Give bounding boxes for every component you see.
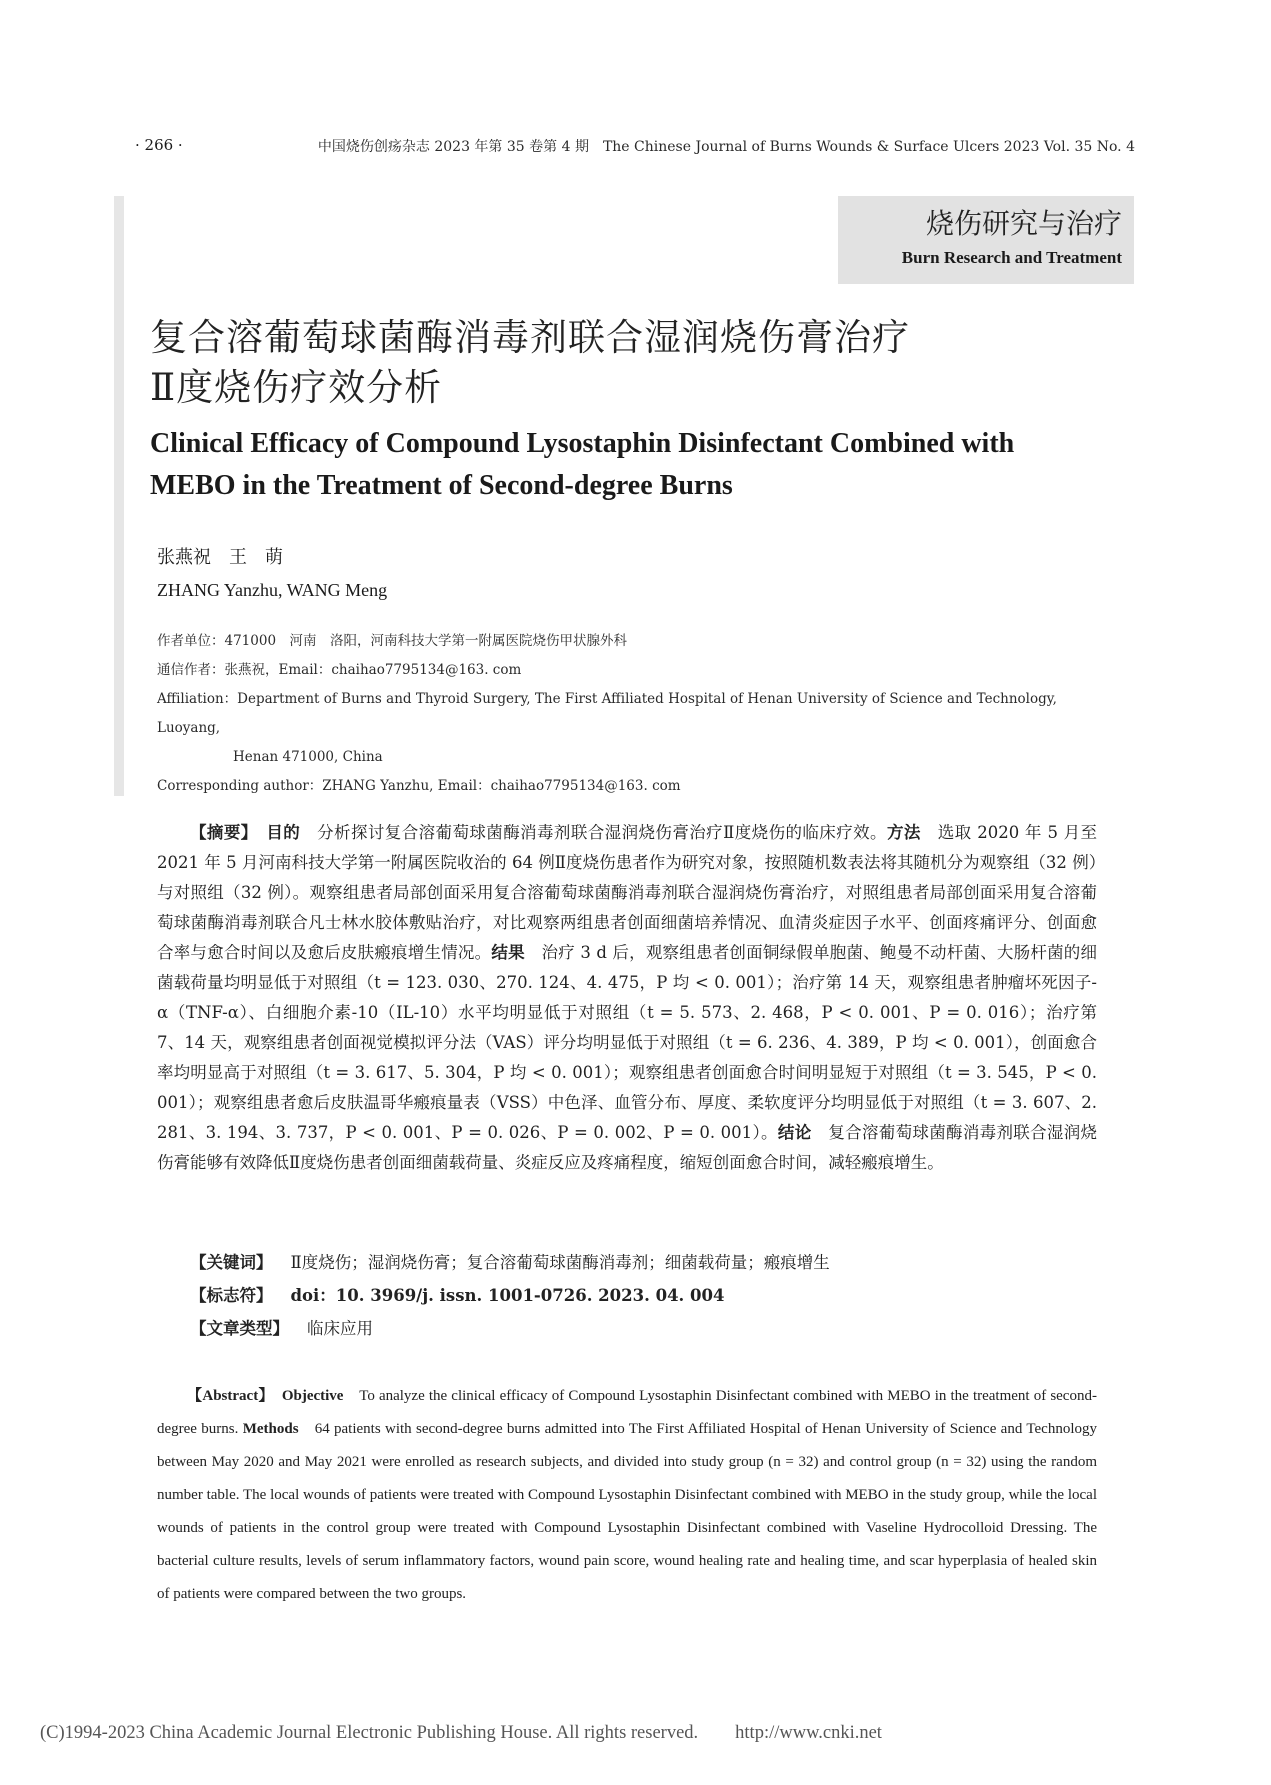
affiliation-en-line-2: Henan 471000, China [233, 749, 383, 765]
objective-text-en: To analyze the clinical efficacy of Compound Lysostaphin Disinfectant combined with MEBO in the treatment of second-degree burns. [157, 1388, 1097, 1437]
results-label-cn: 结果 [491, 943, 525, 962]
identifier-label: 【标志符】 [190, 1286, 273, 1305]
methods-label-en: Methods [242, 1421, 299, 1437]
methods-text-cn: 选取 2020 年 5 月至 2021 年 5 月河南科技大学第一附属医院收治的 64 例Ⅱ度烧伤患者作为研究对象，按照随机数表法将其随机分为观察组（32 例）与对照组（32 例）。观察组患者局部创面采用复合溶葡萄球菌酶消毒剂联合湿润烧伤膏治疗，对照组患者局部创面采用复合溶葡萄球菌酶消毒剂联合凡士林水胶体敷贴治疗，对比观察两组患者创面细菌培养情况、血清炎症因子水平、创面疼痛评分、创面愈合率与愈合时间以及愈后皮肤瘢痕增生情况。 [157, 823, 1098, 962]
running-header [135, 136, 1135, 158]
title-cn-line-2: Ⅱ度烧伤疗效分析 [150, 366, 443, 409]
keywords-label: 【关键词】 [190, 1253, 273, 1272]
article-type-value: 临床应用 [307, 1319, 373, 1338]
journal-citation: 中国烧伤创疡杂志 2023 年第 35 卷第 4 期 The Chinese Journal of Burns Wounds & Surface Ulcers 2023 Vol. 35 No. 4 [317, 139, 1135, 155]
title-cn-line-1: 复合溶葡萄球菌酶消毒剂联合湿润烧伤膏治疗 [150, 316, 910, 359]
article-type-row [190, 1312, 1090, 1345]
title-en-line-1: Clinical Efficacy of Compound Lysostaphin Disinfectant Combined with [150, 428, 1015, 459]
decorative-side-bar [114, 196, 124, 796]
page-number: · 266 · [135, 136, 183, 154]
abstract-en [157, 1380, 1097, 1611]
authors-en: ZHANG Yanzhu, WANG Meng [157, 580, 388, 600]
keywords-block [190, 1246, 1090, 1345]
article-type-label: 【文章类型】 [190, 1319, 289, 1338]
section-title-en: Burn Research and Treatment [901, 248, 1122, 267]
results-text-cn: 治疗 3 d 后，观察组患者创面铜绿假单胞菌、鲍曼不动杆菌、大肠杆菌的细菌载荷量均明显低于对照组（t = 123. 030、270. 124、4. 475，P 均 < 0. 001）；治疗第 14 天，观察组患者肿瘤坏死因子-α（TNF-α）、白细胞介素-10（IL-10）水平均明显低于对照组（t = 5. 573、2. 468，P < 0. 001、P = 0. 016）；治疗第 7、14 天，观察组患者创面视觉模拟评分法（VAS）评分均明显低于对照组（t = 6. 236、4. 389，P 均 < 0. 001），创面愈合率均明显高于对照组（t = 3. 617、5. 304，P 均 < 0. 001）；观察组患者创面愈合时间明显短于对照组（t = 3. 545，P < 0. 001）；观察组患者愈后皮肤温哥华瘢痕量表（VSS）中色泽、血管分布、厚度、柔软度评分均明显低于对照组（t = 3. 607、2. 281、3. 194、3. 737，P < 0. 001、P = 0. 026、P = 0. 002、P = 0. 001）。 [157, 943, 1098, 1142]
corresponding-author-en: Corresponding author：ZHANG Yanzhu, Email：chaihao7795134@163. com [157, 778, 681, 794]
identifier-row [190, 1279, 1090, 1312]
methods-label-cn: 方法 [886, 823, 921, 842]
objective-label-cn: 目的 [266, 823, 301, 842]
corresponding-author-cn: 通信作者：张燕祝，Email：chaihao7795134@163. com [157, 662, 522, 678]
objective-text-cn: 分析探讨复合溶葡萄球菌酶消毒剂联合湿润烧伤膏治疗Ⅱ度烧伤的临床疗效。 [317, 823, 887, 842]
authors-cn: 张燕祝 王 萌 [157, 547, 283, 568]
abstract-cn [157, 818, 1097, 1178]
abstract-en-label: 【Abstract】 [187, 1388, 267, 1404]
affiliation-cn: 作者单位：471000 河南 洛阳，河南科技大学第一附属医院烧伤甲状腺外科 [157, 633, 628, 649]
keywords-value: Ⅱ度烧伤；湿润烧伤膏；复合溶葡萄球菌酶消毒剂；细菌载荷量；瘢痕增生 [290, 1253, 830, 1272]
conclusion-label-cn: 结论 [777, 1123, 812, 1142]
affiliation-en-line-1: Affiliation：Department of Burns and Thyroid Surgery, The First Affiliated Hospital of Henan University of Science and Technology, Luoyang, [157, 691, 1057, 736]
section-title-cn: 烧伤研究与治疗 [925, 207, 1122, 240]
article-title-cn [150, 313, 1110, 413]
methods-text-en: 64 patients with second-degree burns admitted into The First Affiliated Hospital of Henan University of Science and Technology between May 2020 and May 2021 were enrolled as research subjects, and divided into study group (n = 32) and control group (n = 32) using the random number table. The local wounds of patients were treated with Compound Lysostaphin Disinfectant combined with MEBO in the study group, while the local wounds of patients in the control group were treated with Compound Lysostaphin Disinfectant combined with Vaseline Hydrocolloid Dressing. The bacterial culture results, levels of serum inflammatory factors, wound pain score, wound healing rate and healing time, and scar hyperplasia of healed skin of patients were compared between the two groups. [157, 1421, 1097, 1602]
doi-value: doi：10. 3969/j. issn. 1001-0726. 2023. 04. 004 [290, 1286, 725, 1305]
affiliation-block [157, 627, 1117, 801]
abstract-cn-label: 【摘要】 [190, 823, 250, 842]
article-title-en [150, 423, 1110, 507]
copyright-footer: (C)1994-2023 China Academic Journal Electronic Publishing House. All rights reserved. http://www.cnki.net [40, 1723, 882, 1743]
keywords-row [190, 1246, 1090, 1279]
objective-label-en: Objective [281, 1388, 344, 1404]
section-banner [838, 196, 1134, 284]
conclusion-text-cn: 复合溶葡萄球菌酶消毒剂联合湿润烧伤膏能够有效降低Ⅱ度烧伤患者创面细菌载荷量、炎症反应及疼痛程度，缩短创面愈合时间，减轻瘢痕增生。 [157, 1123, 1097, 1172]
title-en-line-2: MEBO in the Treatment of Second-degree Burns [150, 470, 733, 501]
